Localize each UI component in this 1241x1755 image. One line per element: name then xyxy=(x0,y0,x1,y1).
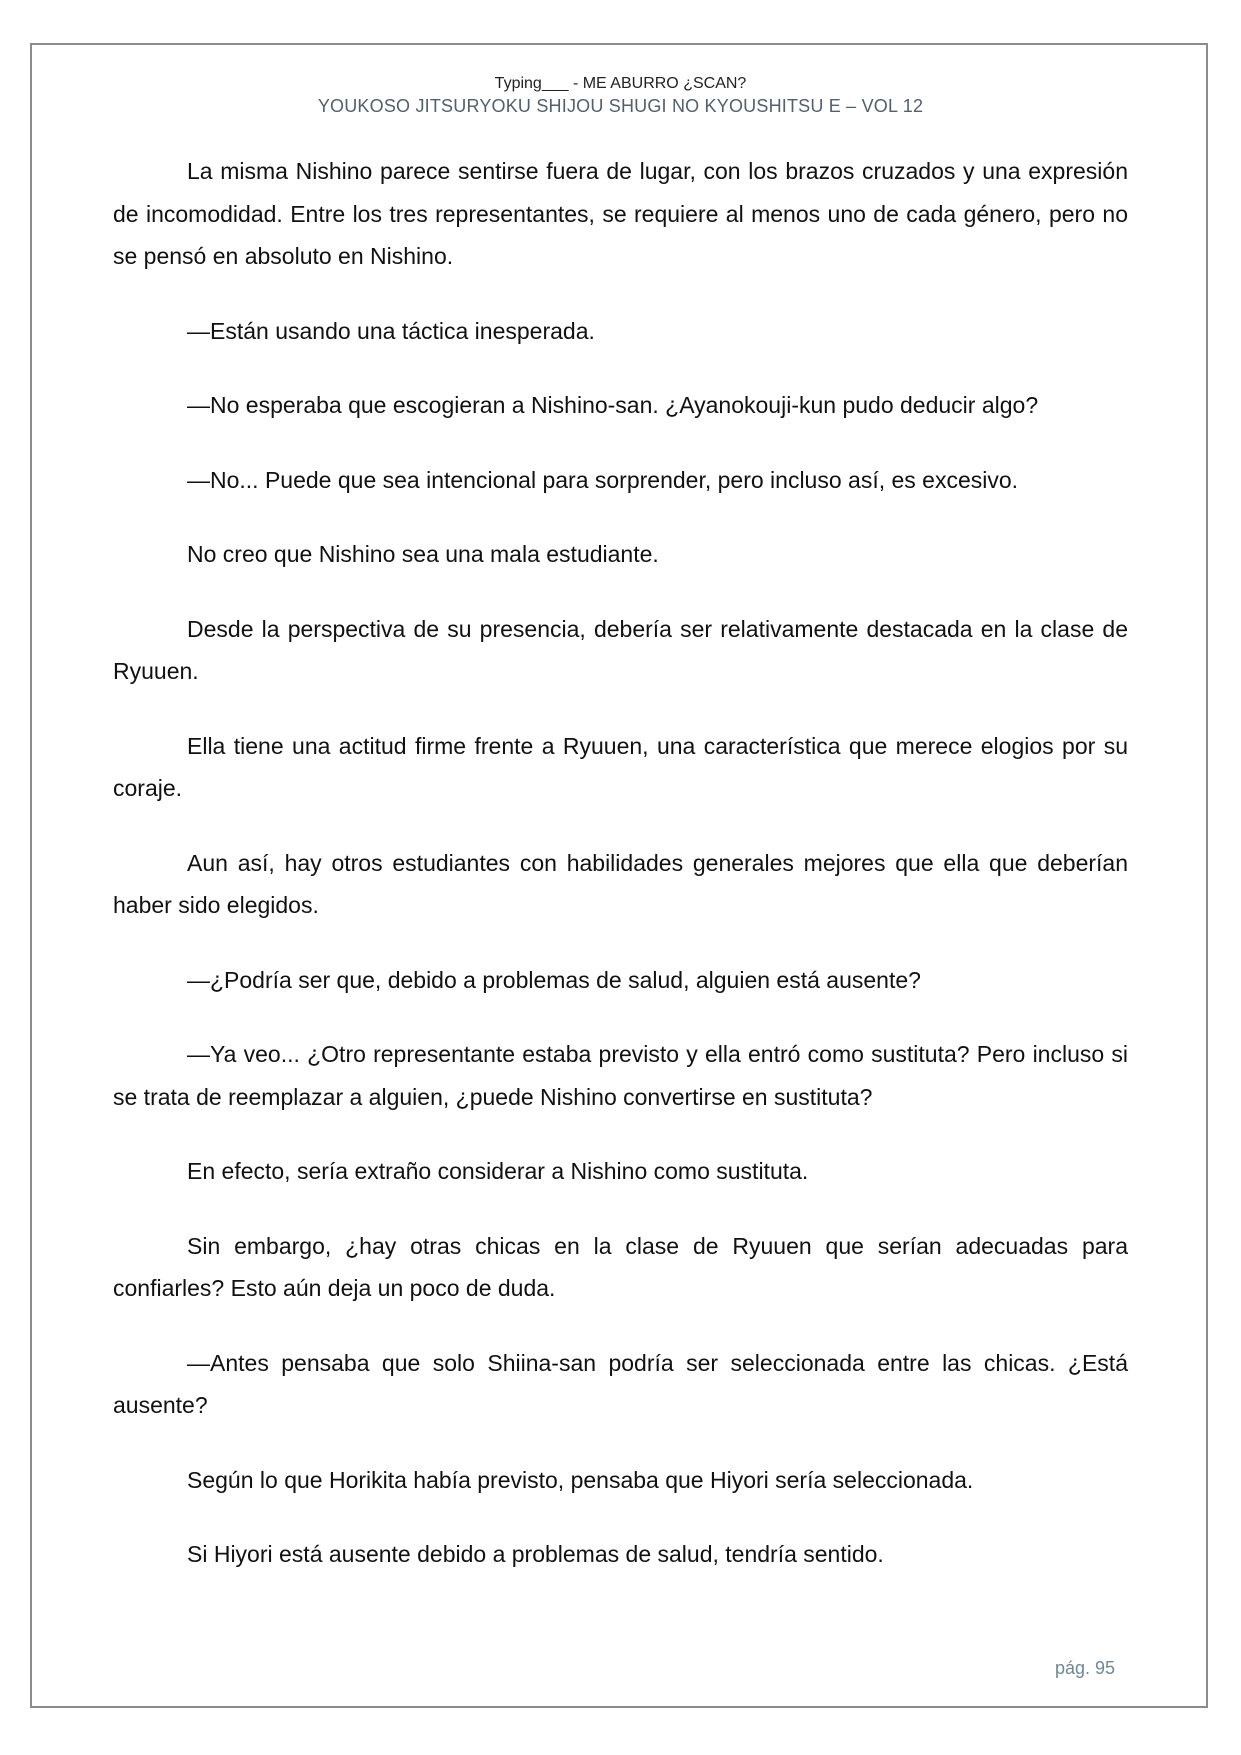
paragraph: —No... Puede que sea intencional para sorprender, pero incluso así, es excesivo. xyxy=(187,466,1019,493)
paragraph: Aun así, hay otros estudiantes con habilidades generales mejores que ella que deberían haber sido elegidos. xyxy=(113,849,1128,918)
paragraph: Ella tiene una actitud firme frente a Ryuuen, una característica que merece elogios por su coraje. xyxy=(113,732,1128,801)
paragraph: —Ya veo... ¿Otro representante estaba previsto y ella entró como sustituta? Pero incluso si se trata de reemplazar a alguien, ¿puede Nishino convertirse en sustituta? xyxy=(113,1041,1128,1110)
header-book-title: YOUKOSO JITSURYOKU SHIJOU SHUGI NO KYOUSHITSU E – VOL 12 xyxy=(317,96,924,116)
paragraph: —Están usando una táctica inesperada. xyxy=(187,317,595,344)
paragraph: Según lo que Horikita había previsto, pensaba que Hiyori sería seleccionada. xyxy=(187,1466,974,1493)
paragraph: Desde la perspectiva de su presencia, debería ser relativamente destacada en la clase de Ryuuen. xyxy=(113,615,1128,684)
paragraph: Sin embargo, ¿hay otras chicas en la clase de Ryuuen que serían adecuadas para confiarles? Esto aún deja un poco de duda. xyxy=(113,1232,1128,1301)
page-number: pág. 95 xyxy=(1055,1658,1116,1678)
paragraph: Si Hiyori está ausente debido a problemas de salud, tendría sentido. xyxy=(187,1541,884,1567)
paragraph: —No esperaba que escogieran a Nishino-san. ¿Ayanokouji-kun pudo deducir algo? xyxy=(187,392,1039,418)
paragraph: En efecto, sería extraño considerar a Nishino como sustituta. xyxy=(187,1158,809,1184)
header-credit: Typing___ - ME ABURRO ¿SCAN? xyxy=(494,75,747,92)
paragraph: —Antes pensaba que solo Shiina-san podría ser seleccionada entre las chicas. ¿Está ausente? xyxy=(113,1349,1128,1418)
paragraph: No creo que Nishino sea una mala estudiante. xyxy=(187,541,659,567)
page-header xyxy=(0,74,1241,118)
body-text xyxy=(113,150,1128,1608)
paragraph: —¿Podría ser que, debido a problemas de salud, alguien está ausente? xyxy=(187,966,921,993)
paragraph: La misma Nishino parece sentirse fuera de lugar, con los brazos cruzados y una expresión de incomodidad. Entre los tres representantes, se requiere al menos uno de cada género, pero no se pensó en absoluto en Nishino. xyxy=(113,158,1128,269)
